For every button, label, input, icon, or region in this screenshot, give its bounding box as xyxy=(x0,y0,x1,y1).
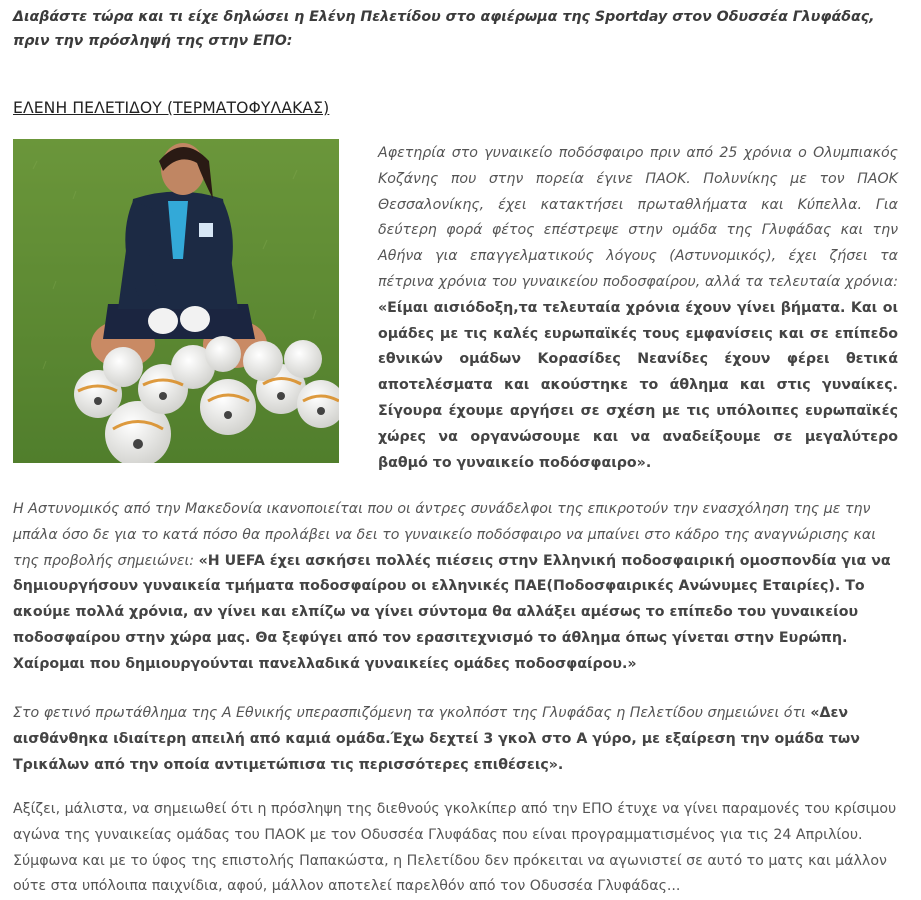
goalkeeper-photo xyxy=(13,139,339,463)
paragraph-1-intro: Αφετηρία στο γυναικείο ποδόσφαιρο πριν από 25 χρόνια ο Ολυμπιακός Κοζάνης που στην πορεία έγινε ΠΑΟΚ. Πολυνίκης με τον ΠΑΟΚ Θεσσαλονίκης, έχει κατακτήσει πρωταθλήματα και Κύπελλα. Για δεύτερη φορά φέτος επέστρεψε στην ομάδα της Γλυφάδας και την Αθήνα για επαγγελματικούς λόγους (Αστυνομικός), έχει ζήσει τα πέτρινα χρόνια του γυναικείου ποδοσφαίρου, αλλά τα τελευταία χρόνια: xyxy=(378,145,898,290)
paragraph-1-quote: «Είμαι αισιόδοξη,τα τελευταία χρόνια έχουν γίνει βήματα. Και οι ομάδες με τις καλές ευρωπαϊκές τους εμφανίσεις και σε επίπεδο εθνικών ομάδων Κορασίδες Νεανίδες έχουν φέρει θετικά αποτελέσματα και ακούστηκε το άθλημα και στις γυναίκες. Σίγουρα έχουμε αργήσει σε σχέση με τις υπόλοιπες ευρωπαϊκές χώρες να οργανώσουμε και να αναδείξουμε σε μεγαλύτερο βαθμό το γυναικείο ποδόσφαιρο». xyxy=(378,299,898,471)
intro-line-1: Διαβάστε τώρα και τι είχε δηλώσει η Ελένη Πελετίδου στο αφιέρωμα της Sportday στον Οδυσσέα Γλυφάδας, xyxy=(13,9,875,25)
paragraph-1 xyxy=(378,141,898,476)
article-intro xyxy=(13,5,913,53)
paragraph-3-quote: «Δεν αισθάνθηκα ιδιαίτερη απειλή από καμιά ομάδα.Έχω δεχτεί 3 γκολ στο Α γύρο, με εξαίρεση την ομάδα των Τρικάλων από την οποία αντιμετώπισα τις περισσότερες επιθέσεις». xyxy=(13,705,860,773)
paragraph-4: Αξίζει, μάλιστα, να σημειωθεί ότι η πρόσληψη της διεθνούς γκολκίπερ από την ΕΠΟ έτυχε να γίνει παραμονές του κρίσιμου αγώνα της γυναικείας ομάδας του ΠΑΟΚ με τον Οδυσσέα Γλυφάδας που είναι προγραμματισμένος για τις 24 Απριλίου. Σύμφωνα και με το ύφος της επιστολής Παπακώστα, η Πελετίδου δεν πρόκειται να αγωνιστεί σε αυτό το ματς και μάλλον ούτε στα υπόλοιπα παιχνίδια, αφού, μάλλον αποτελεί παρελθόν από τον Οδυσσέα Γλυφάδας... xyxy=(13,801,897,895)
paragraph-3-intro: Στο φετινό πρωτάθλημα της Α Εθνικής υπερασπιζόμενη τα γκολπόστ της Γλυφάδας η Πελετίδου σημειώνει ότι xyxy=(13,705,811,721)
paragraph-2 xyxy=(13,497,906,678)
paragraph-2-quote: «Η UEFA έχει ασκήσει πολλές πιέσεις στην Ελληνική ποδοσφαιρική ομοσπονδία για να δημιουργήσουν γυναικεία τμήματα ποδοσφαίρου οι ελληνικές ΠΑΕ(Ποδοσφαιρικές Ανώνυμες Εταιρίες). Το ακούμε πολλά χρόνια, αν γίνει και ελπίζω να γίνει σύντομα θα αλλάξει αμέσως το επίπεδο του γυναικείου ποδοσφαίρου στην χώρα μας. Θα ξεφύγει από τον ερασιτεχνισμό το άθλημα όπως γίνεται στην Ευρώπη. Χαίρομαι που δημιουργούνται πανελλαδικά γυναικείες ομάδες ποδοσφαίρου.» xyxy=(13,552,891,672)
intro-line-2: πριν την πρόσληψή της στην ΕΠΟ: xyxy=(13,33,293,49)
paragraph-2-intro: Η Αστυνομικός από την Μακεδονία ικανοποιείται που οι άντρες συνάδελφοι της επικροτούν την ενασχόληση της με την μπάλα όσο δε για το κατά πόσο θα προλάβει να δει το γυναικείο ποδόσφαιρο να μπαίνει στο κάδρο της αναγνώρισης και της προβολής σημειώνει: xyxy=(13,501,876,569)
section-heading: ΕΛΕΝΗ ΠΕΛΕΤΙΔΟΥ (ΤΕΡΜΑΤΟΦΥΛΑΚΑΣ) xyxy=(13,99,330,117)
paragraph-3 xyxy=(13,701,906,778)
